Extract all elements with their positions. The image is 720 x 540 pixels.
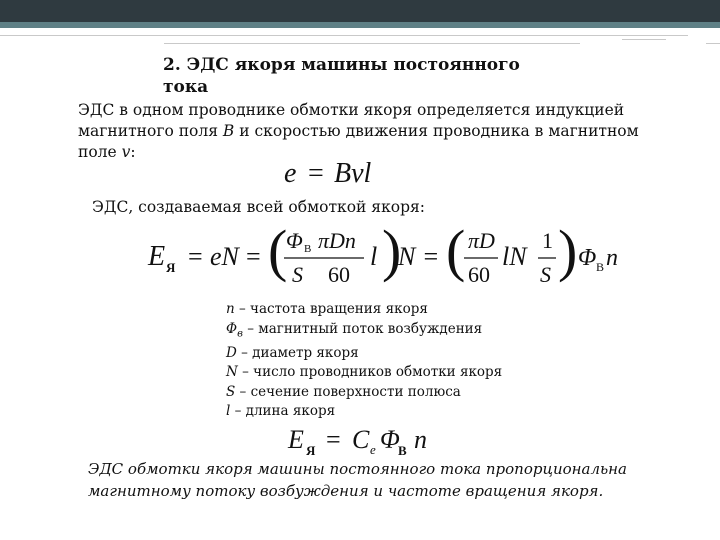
intro-line2: магнитного поля B и скоростью движения проводника в магнитном [78, 122, 639, 140]
f3-sub-v: В [398, 443, 407, 458]
decorative-rule [164, 43, 580, 44]
legend-item: N – число проводников обмотки якоря [226, 364, 503, 381]
legend-item: n – частота вращения якоря [226, 301, 428, 317]
slide-title [163, 54, 583, 98]
f2-sixty1: 60 [328, 262, 350, 287]
emf-total-label: ЭДС, создаваемая всей обмоткой якоря: [92, 198, 426, 216]
f2-eq1: = [188, 242, 203, 271]
f2-S2: S [540, 262, 551, 287]
f1-eq: = [308, 158, 324, 189]
paren-right-2: ) [558, 218, 578, 283]
f2-subv1: В [304, 243, 312, 255]
paren-left-2: ( [446, 218, 466, 283]
slide-title-line2: тока [163, 77, 209, 97]
f3-eq: = [326, 425, 341, 454]
f2-sub-ya: Я [166, 260, 176, 275]
var-B: B [222, 122, 235, 140]
f2-sixty2: 60 [468, 262, 490, 287]
legend-item: D – диаметр якоря [226, 344, 359, 361]
f1-lhs: e [284, 158, 297, 189]
f2-eN: eN [210, 242, 239, 271]
f2-eq2: = [246, 242, 261, 271]
legend-item: l – длина якоря [226, 403, 336, 420]
f3-phi: Φ [380, 425, 400, 454]
f2-phi2: Φ [578, 245, 597, 271]
conclusion-line2: магнитному потоку возбуждения и частоте вращения якоря. [88, 482, 604, 500]
f3-sub-e: e [370, 442, 376, 457]
top-bar-accent [0, 22, 720, 28]
legend-item: $\Phi_в$ – магнитный поток возбуждения [226, 320, 483, 340]
f2-piD: πD [468, 228, 495, 253]
f2-phi1: Φ [286, 228, 303, 253]
f3-E: E [288, 425, 304, 454]
f2-subv2: В [596, 260, 605, 274]
f2-piDn: πDn [318, 228, 356, 253]
formula-emf-armature [148, 220, 618, 300]
f2-n: n [606, 245, 618, 271]
f3-sub-ya: Я [306, 443, 316, 458]
decorative-rule [0, 35, 688, 36]
intro-line1: ЭДС в одном проводнике обмотки якоря определяется индукцией [78, 101, 625, 119]
var-v: v [121, 143, 131, 161]
paren-right-1: ) [382, 218, 402, 283]
f2-lN: lN [502, 242, 527, 271]
f3-n: n [414, 425, 427, 454]
conclusion-line1: ЭДС обмотки якоря машины постоянного тока пропорциональна [88, 460, 627, 478]
decorative-rule [622, 39, 666, 40]
symbol-legend [226, 300, 546, 422]
formula-emf-conductor [270, 150, 450, 190]
f3-C: C [352, 425, 370, 454]
f2-one: 1 [542, 228, 553, 253]
intro-line3: поле v: [78, 143, 136, 161]
legend-item: S – сечение поверхности полюса [226, 383, 461, 400]
conclusion-paragraph [88, 458, 688, 502]
f2-E: E [148, 241, 166, 272]
slide-title-line1: 2. ЭДС якоря машины постоянного [163, 55, 520, 75]
formula-emf-constant [280, 420, 460, 460]
f2-S1: S [292, 262, 303, 287]
top-bar [0, 0, 720, 22]
f2-N-eq: N = [398, 242, 440, 271]
f1-rhs: Bvl [334, 158, 372, 189]
decorative-rule [706, 43, 720, 44]
f2-l: l [370, 242, 378, 271]
paren-left-1: ( [268, 218, 288, 283]
